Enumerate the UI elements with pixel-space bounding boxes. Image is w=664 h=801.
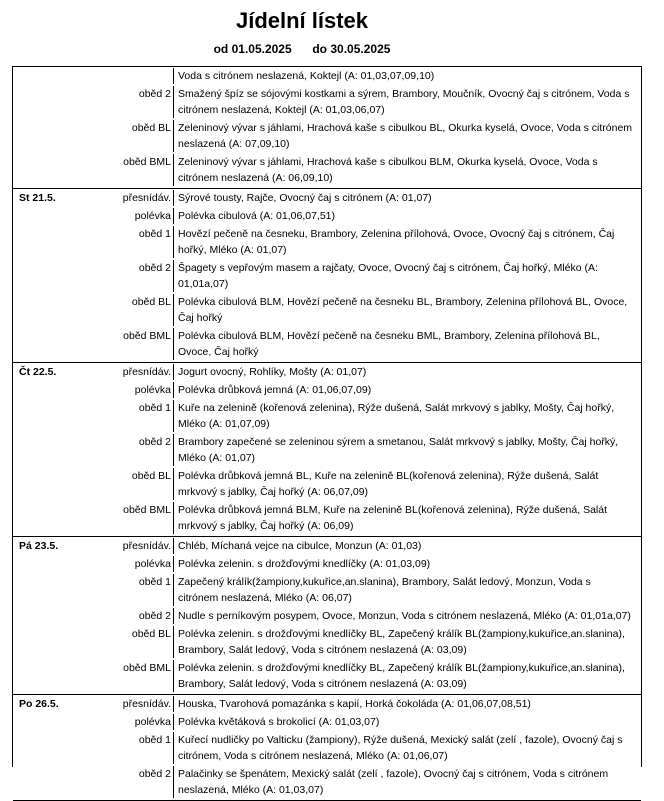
day-block xyxy=(13,363,641,537)
meal-label: přesnídáv. xyxy=(122,698,171,710)
menu-table xyxy=(12,66,642,796)
day-block xyxy=(13,695,641,801)
meal-row xyxy=(13,400,641,434)
page-title: Jídelní lístek xyxy=(235,8,369,33)
meal-description: Chléb, Míchaná vejce na cibulce, Monzun (A: 01,03) xyxy=(173,538,641,554)
meal-label: polévka xyxy=(134,558,171,570)
meal-row xyxy=(13,537,641,556)
meal-label: oběd 2 xyxy=(138,768,171,780)
meal-row xyxy=(13,626,641,660)
meal-row xyxy=(13,714,641,732)
meal-label: polévka xyxy=(134,210,171,222)
meal-description: Hovězí pečeně na česneku, Brambory, Zelenina přílohová, Ovoce, Ovocný čaj s citrónem, Čaj hořký, Mléko (A: 01,07) xyxy=(173,226,641,258)
meal-label: přesnídáv. xyxy=(122,366,171,378)
meal-description: Špagety s vepřovým masem a rajčaty, Ovoce, Ovocný čaj s citrónem, Čaj hořký, Mléko (A: 01,01a,07) xyxy=(173,260,641,292)
meal-row xyxy=(13,260,641,294)
meal-label: oběd BL xyxy=(131,122,171,134)
meal-description: Polévka drůbková jemná BLM, Kuře na zelenině BL(kořenová zelenina), Rýže dušená, Salát mrkvový s jablky, Čaj hořký (A: 06,09) xyxy=(173,502,641,534)
meal-label: oběd BML xyxy=(123,504,171,516)
meal-description: Polévka cibulová (A: 01,06,07,51) xyxy=(173,208,641,224)
meal-row xyxy=(13,86,641,120)
meal-row xyxy=(13,154,641,188)
day-name: Čt 22.5. xyxy=(19,366,57,378)
from-label: od xyxy=(213,42,229,56)
meal-description: Polévka zelenin. s drožďovými knedlíčky BL, Zapečený králík BL(žampiony,kukuřice,an.slanina), Brambory, Salát ledový, Voda s citrónem neslazená (A: 03,09) xyxy=(173,660,641,692)
meal-row xyxy=(13,660,641,694)
meal-label: oběd BL xyxy=(131,628,171,640)
day-block xyxy=(13,189,641,363)
meal-label: polévka xyxy=(134,716,171,728)
meal-row xyxy=(13,608,641,626)
meal-row xyxy=(13,382,641,400)
meal-description: Brambory zapečené se zeleninou sýrem a smetanou, Salát mrkvový s jablky, Mošty, Čaj hořký, Mléko (A: 01,07) xyxy=(173,434,641,466)
meal-description: Zeleninový vývar s jáhlami, Hrachová kaše s cibulkou BLM, Okurka kyselá, Ovoce, Voda s citrónem neslazená (A: 06,09,10) xyxy=(173,154,641,186)
meal-label: oběd 1 xyxy=(138,576,171,588)
meal-description: Houska, Tvarohová pomazánka s kapií, Horká čokoláda (A: 01,06,07,08,51) xyxy=(173,696,641,712)
meal-label: oběd 2 xyxy=(138,610,171,622)
meal-description: Zeleninový vývar s jáhlami, Hrachová kaše s cibulkou BL, Okurka kyselá, Ovoce, Voda s citrónem neslazená (A: 07,09,10) xyxy=(173,120,641,152)
meal-label: oběd BML xyxy=(123,156,171,168)
meal-label: oběd 2 xyxy=(138,436,171,448)
meal-label: oběd 2 xyxy=(138,262,171,274)
meal-description: Smažený špíz se sójovými kostkami a sýrem, Brambory, Moučník, Ovocný čaj s citrónem, Voda s citrónem neslazená, Koktejl (A: 01,03,06,07) xyxy=(173,86,641,118)
meal-description: Jogurt ovocný, Rohlíky, Mošty (A: 01,07) xyxy=(173,364,641,380)
meal-label: polévka xyxy=(134,384,171,396)
meal-description: Kuře na zelenině (kořenová zelenina), Rýže dušená, Salát mrkvový s jablky, Mošty, Čaj hořký, Mléko (A: 01,07,09) xyxy=(173,400,641,432)
meal-description: Zapečený králík(žampiony,kukuřice,an.slanina), Brambory, Salát ledový, Monzun, Voda s citrónem neslazená, Mléko (A: 06,07) xyxy=(173,574,641,606)
day-name: St 21.5. xyxy=(19,192,56,204)
meal-description: Nudle s perníkovým posypem, Ovoce, Monzun, Voda s citrónem neslazená, Mléko (A: 01,01a,07) xyxy=(173,608,641,624)
meal-label: oběd 1 xyxy=(138,402,171,414)
day-block xyxy=(13,537,641,695)
to-label: do xyxy=(312,42,328,56)
meal-row xyxy=(13,434,641,468)
meal-row xyxy=(13,766,641,800)
meal-description: Voda s citrónem neslazená, Koktejl (A: 01,03,07,09,10) xyxy=(173,68,641,84)
meal-description: Sýrové tousty, Rajče, Ovocný čaj s citrónem (A: 01,07) xyxy=(173,190,641,206)
day-name: Po 26.5. xyxy=(19,698,59,710)
to-date: 30.05.2025 xyxy=(330,42,391,56)
meal-row xyxy=(13,120,641,154)
day-name: Pá 23.5. xyxy=(19,540,59,552)
meal-row xyxy=(13,294,641,328)
meal-row xyxy=(13,468,641,502)
meal-description: Polévka drůbková jemná BL, Kuře na zelenině BL(kořenová zelenina), Rýže dušená, Salát mrkvový s jablky, Čaj hořký (A: 06,07,09) xyxy=(173,468,641,500)
meal-row xyxy=(13,732,641,766)
meal-description: Polévka květáková s brokolicí (A: 01,03,07) xyxy=(173,714,641,730)
meal-label: oběd BL xyxy=(131,296,171,308)
meal-description: Kuřecí nudličky po Valticku (žampiony), Rýže dušená, Mexický salát (zelí , fazole), Ovocný čaj s citrónem, Voda s citrónem neslazená, Mléko (A: 01,06,07) xyxy=(173,732,641,764)
meal-row xyxy=(13,363,641,382)
meal-row xyxy=(13,226,641,260)
meal-row xyxy=(13,328,641,362)
meal-row xyxy=(13,208,641,226)
meal-label: oběd BL xyxy=(131,470,171,482)
meal-label: přesnídáv. xyxy=(122,192,171,204)
meal-label: oběd 2 xyxy=(138,88,171,100)
date-range xyxy=(0,42,604,56)
meal-description: Polévka zelenin. s drožďovými knedlíčky BL, Zapečený králík BL(žampiony,kukuřice,an.slanina), Brambory, Salát ledový, Voda s citrónem neslazená (A: 03,09) xyxy=(173,626,641,658)
meal-description: Palačinky se špenátem, Mexický salát (zelí , fazole), Ovocný čaj s citrónem, Voda s citrónem neslazená, Mléko (A: 01,03,07) xyxy=(173,766,641,798)
from-date: 01.05.2025 xyxy=(231,42,292,56)
day-block xyxy=(13,66,641,189)
meal-description: Polévka drůbková jemná (A: 01,06,07,09) xyxy=(173,382,641,398)
meal-row xyxy=(13,189,641,208)
meal-label: oběd BML xyxy=(123,330,171,342)
meal-label: přesnídáv. xyxy=(122,540,171,552)
meal-label: oběd BML xyxy=(123,662,171,674)
meal-row xyxy=(13,574,641,608)
meal-row xyxy=(13,556,641,574)
meal-label: oběd 1 xyxy=(138,734,171,746)
meal-description: Polévka cibulová BLM, Hovězí pečeně na česneku BML, Brambory, Zelenina přílohová BL, Ovoce, Čaj hořký xyxy=(173,328,641,360)
meal-label: oběd 1 xyxy=(138,228,171,240)
meal-row xyxy=(13,695,641,714)
meal-row xyxy=(13,502,641,536)
meal-row xyxy=(13,67,641,86)
meal-description: Polévka cibulová BLM, Hovězí pečeně na česneku BL, Brambory, Zelenina přílohová BL, Ovoce, Čaj hořký xyxy=(173,294,641,326)
meal-description: Polévka zelenin. s drožďovými knedlíčky (A: 01,03,09) xyxy=(173,556,641,572)
